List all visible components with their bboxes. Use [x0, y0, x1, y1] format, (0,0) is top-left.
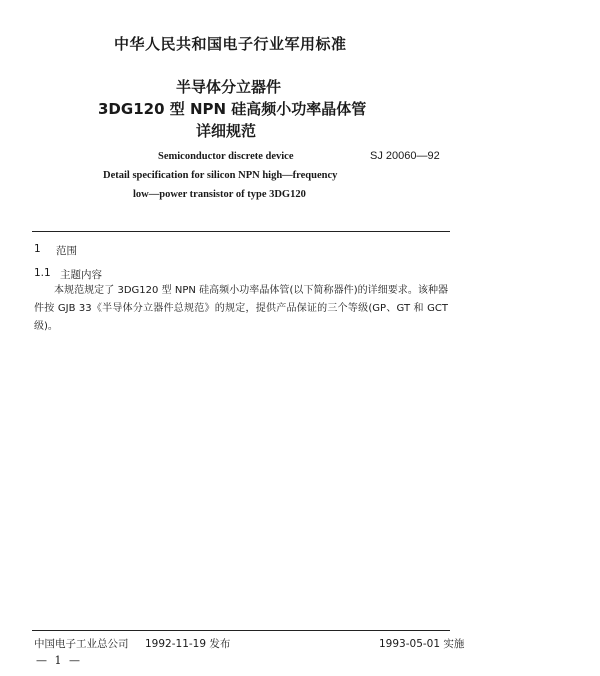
subsection-number: 1.1: [34, 267, 51, 279]
english-title-line-3: low—power transistor of type 3DG120: [133, 189, 306, 200]
implementation-date: 1993-05-01 实施: [379, 638, 465, 650]
standard-organization: 中华人民共和国电子行业军用标准: [114, 35, 347, 53]
english-title-line-2: Detail specification for silicon NPN high—frequency: [103, 170, 338, 181]
subsection-title: 主题内容: [60, 269, 102, 281]
issuer: 中国电子工业总公司: [34, 638, 129, 650]
standard-number: SJ 20060—92: [370, 150, 440, 162]
header-divider: [32, 231, 450, 232]
issue-date: 1992-11-19 发布: [145, 638, 231, 650]
document-title-line-2: 3DG120 型 NPN 硅高频小功率晶体管: [98, 100, 367, 118]
page-number: — 1 —: [36, 654, 82, 667]
footer-divider: [32, 630, 450, 631]
document-title-line-1: 半导体分立器件: [176, 78, 282, 96]
document-title-line-3: 详细规范: [196, 122, 257, 140]
section-title: 范围: [56, 245, 77, 257]
section-number: 1: [34, 243, 41, 255]
english-title-line-1: Semiconductor discrete device: [158, 151, 294, 162]
subsection-body: 本规范规定了 3DG120 型 NPN 硅高频小功率晶体管(以下简称器件)的详细要求。该种器件按 GJB 33《半导体分立器件总规范》的规定，提供产品保证的三个等级(GP、GT 和 GCT 级)。: [34, 285, 448, 332]
